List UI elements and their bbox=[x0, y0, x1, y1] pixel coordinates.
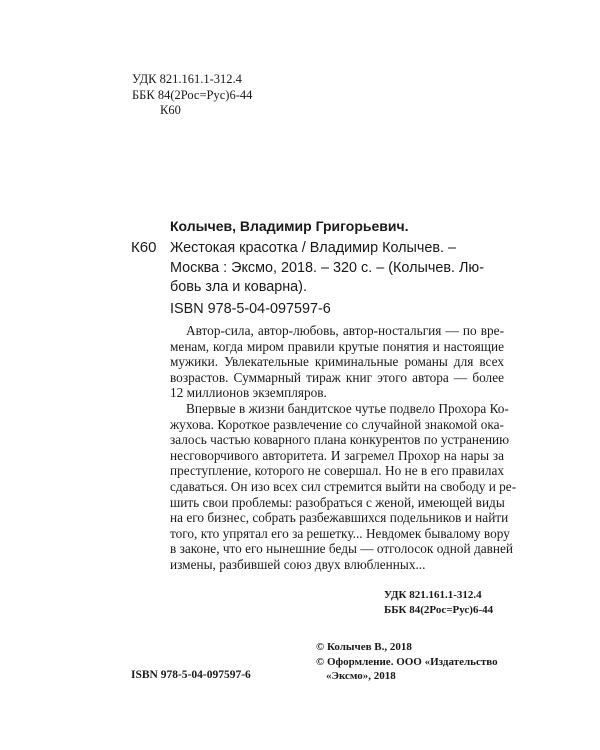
annotation-line: преступление, которого не совершал. Но не в его правилах bbox=[170, 463, 504, 479]
bbk-code: ББК 84(2Рос=Рус)6-44 bbox=[132, 87, 253, 102]
annotation-line: мужики. Увлекательные криминальные романы для всех bbox=[170, 354, 504, 370]
bbk-code-bottom: ББК 84(2Рос=Рус)6-44 bbox=[384, 604, 494, 616]
author-mark-catalog: К60 bbox=[131, 239, 157, 256]
annotation-line: измены, разбившей союз двух влюбленных... bbox=[170, 556, 426, 572]
annotation-paragraph bbox=[170, 323, 504, 401]
description-line: Жестокая красотка / Владимир Колычев. – bbox=[170, 240, 457, 256]
author-heading: Колычев, Владимир Григорьевич. bbox=[170, 218, 409, 234]
description-line: бовь зла и коварна). bbox=[170, 279, 307, 295]
copyright-author: © Колычев В., 2018 bbox=[316, 641, 412, 653]
annotation bbox=[170, 323, 517, 573]
copyright-design-continued: «Эксмо», 2018 bbox=[326, 670, 396, 682]
isbn-catalog: ISBN 978-5-04-097597-6 bbox=[170, 301, 331, 317]
annotation-line: несговорчивого авторитета. И загремел Прохор на нары за bbox=[170, 447, 504, 463]
annotation-line: Впервые в жизни бандитское чутье подвело Прохора Ко- bbox=[186, 400, 509, 416]
annotation-line: жухова. Короткое развлечение со случайной знакомой ока- bbox=[170, 416, 504, 432]
annotation-paragraph bbox=[170, 400, 517, 573]
isbn-bottom: ISBN 978-5-04-097597-6 bbox=[131, 669, 251, 681]
bibliographic-description bbox=[170, 239, 502, 298]
annotation-line: возрастов. Суммарный тираж книг этого автора — более bbox=[170, 369, 504, 385]
annotation-line: в законе, что его нынешние беды — отголосок одной давней bbox=[170, 541, 514, 557]
annotation-line: Автор-сила, автор-любовь, автор-ностальгия — по вре- bbox=[186, 323, 504, 338]
annotation-line: 12 миллионов экземпляров. bbox=[170, 385, 327, 401]
annotation-line: залось частью коварного плана конкурентов по устранению bbox=[170, 432, 510, 448]
author-mark: К60 bbox=[160, 103, 181, 117]
annotation-line: сдаваться. Он изо всех сил стремится выйти на свободу и ре- bbox=[170, 478, 517, 494]
copyright-block bbox=[316, 640, 498, 684]
classification-codes-top bbox=[132, 72, 252, 119]
annotation-line: на его бизнес, собрать разбежавшихся подельников и найти bbox=[170, 510, 509, 526]
annotation-line: того, кто упрятал его за решетку... Невдомек бывалому вору bbox=[170, 525, 510, 541]
udk-code-bottom: УДК 821.161.1-312.4 bbox=[384, 589, 482, 601]
copyright-design: © Оформление. ООО «Издательство bbox=[316, 655, 498, 668]
annotation-line: шить свои проблемы: разобраться с женой, имеющей виды bbox=[170, 494, 505, 510]
classification-codes-bottom bbox=[384, 588, 493, 618]
description-line: Москва : Эксмо, 2018. – 320 с. – (Колычев. Лю- bbox=[170, 259, 485, 276]
annotation-line: менам, когда миром правили крутые понятия и настоящие bbox=[170, 338, 504, 354]
udk-code: УДК 821.161.1-312.4 bbox=[132, 72, 242, 86]
